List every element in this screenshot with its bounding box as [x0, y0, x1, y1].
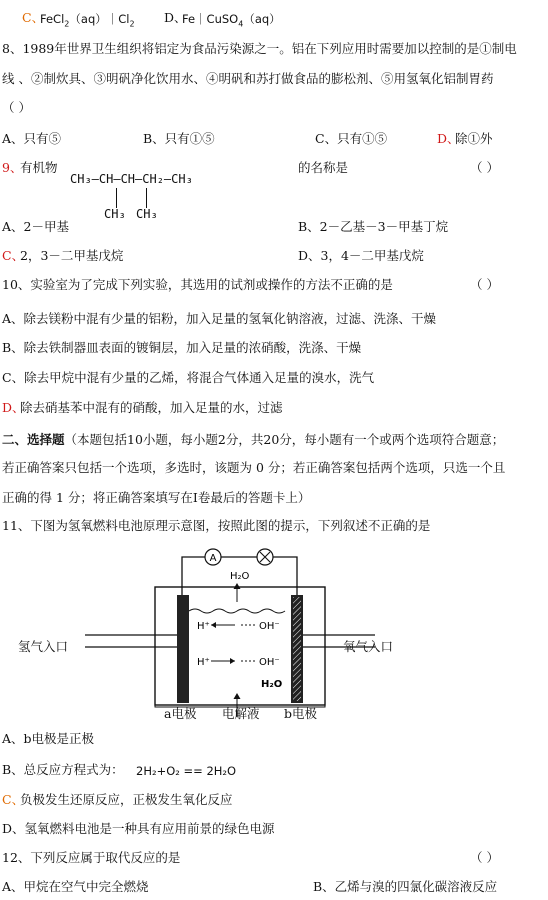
q9-number: 9、 — [2, 160, 23, 175]
q9-main-chain: CH₃—CH—CH—CH₂—CH₃ — [70, 172, 193, 186]
q11-option-a: A、b电极是正极 — [2, 731, 95, 746]
electrode-a — [177, 595, 189, 703]
q9-branch-1: CH₃ — [104, 207, 126, 221]
h-plus-1: H⁺ — [197, 621, 210, 632]
ammeter-label: A — [209, 553, 217, 564]
q9-option-d: D、3，4－二甲基戊烷 — [298, 248, 424, 263]
q8-option-d-label: D、 — [437, 131, 460, 146]
section2-heading: 二、选择题 — [2, 432, 65, 447]
water-right-label: H₂O — [261, 679, 283, 690]
q12-stem: 12、下列反应属于取代反应的是 — [2, 850, 181, 865]
section2-line1: 二、选择题（本题包括10小题，每小题2分，共20分，每小题有一个或两个选项符合题意； — [2, 432, 505, 447]
q10-option-c: C、除去甲烷中混有少量的乙烯，将混合气体通入足量的溴水，洗气 — [2, 370, 375, 385]
q10-option-d-text: 除去硝基苯中混有的硝酸，加入足量的水，过滤 — [20, 400, 283, 415]
h-plus-2: H⁺ — [197, 657, 210, 668]
wire-right — [273, 557, 297, 595]
wire-left — [182, 557, 205, 595]
q9-option-a: A、2－甲基 — [2, 219, 69, 234]
q10-option-a: A、除去镁粉中混有少量的铝粉，加入足量的氢氧化钠溶液，过滤、洗涤、干燥 — [2, 311, 437, 326]
q12-option-b: B、乙烯与溴的四氯化碳溶液反应 — [313, 879, 498, 894]
water-top-arrowhead — [234, 583, 241, 589]
ion-arrowhead-1 — [211, 622, 216, 628]
q10-option-b: B、除去铁制器皿表面的镀铜层，加入足量的浓硝酸，洗涤、干燥 — [2, 340, 362, 355]
q9-answer-paren: （ ） — [470, 160, 499, 175]
oh-minus-1: OH⁻ — [259, 621, 280, 632]
q8-stem-line1: 8、1989年世界卫生组织将铝定为食品污染源之一。铝在下列应用时需要加以控制的是①制电 — [2, 41, 517, 56]
q9-branch-2: CH₃ — [136, 207, 158, 221]
q12-answer-paren: （ ） — [470, 850, 499, 865]
q7-option-d-label: D、 — [164, 10, 187, 25]
q10-option-d-label: D、 — [2, 400, 25, 415]
oh-minus-2: OH⁻ — [259, 657, 280, 668]
electrolyte-surface — [189, 609, 285, 613]
q9-option-b: B、2－乙基－3－甲基丁烷 — [298, 219, 449, 234]
electrode-a-label: a电极 — [164, 706, 197, 721]
q8-option-a: A、只有⑤ — [2, 131, 62, 146]
oxygen-inlet-label: 氧气入口 — [343, 639, 394, 654]
q11-option-b-formula: 2H₂+O₂ == 2H₂O — [136, 764, 237, 778]
q11-option-b-text: B、总反应方程式为： — [2, 762, 124, 777]
hydrogen-inlet-label: 氢气入口 — [18, 639, 69, 654]
q12-option-a: A、甲烷在空气中完全燃烧 — [2, 879, 149, 894]
electrolyte-pointer-head — [234, 693, 241, 699]
q9-tail: 的名称是 — [298, 160, 349, 175]
q8-option-c: C、只有①⑤ — [315, 131, 388, 146]
electrolyte-label: 电解液 — [222, 706, 260, 721]
q9-bond-1 — [116, 188, 117, 208]
q9-bond-2 — [146, 188, 147, 208]
fuel-cell-diagram — [85, 545, 375, 725]
q11-option-d: D、氢氧燃料电池是一种具有应用前景的绿色电源 — [2, 821, 275, 836]
q9-lead: 有机物 — [20, 160, 58, 175]
q8-option-b: B、只有①⑤ — [143, 131, 215, 146]
q7-option-d-text: Fe｜CuSO$_4$（aq） — [182, 12, 281, 29]
q9-option-c-text: 2，3－二甲基戊烷 — [20, 248, 124, 263]
section2-line3: 正确的得 1 分；将正确答案填写在Ⅰ卷最后的答题卡上） — [2, 490, 311, 505]
section2-line2: 若正确答案只包括一个选项，多选时，该题为 0 分；若正确答案包括两个选项，只选一个且 — [2, 460, 506, 475]
q10-stem: 10、实验室为了完成下列实验，其选用的试剂或操作的方法不正确的是 — [2, 277, 393, 292]
ion-arrowhead-2 — [230, 658, 235, 664]
hydrogen-pipe — [85, 635, 177, 647]
q8-answer-paren: （ ） — [2, 100, 31, 115]
electrode-b-label: b电极 — [284, 706, 318, 721]
q8-stem-line2: 线 、②制炊具、③明矾净化饮用水、④明矾和苏打做食品的膨松剂、⑤用氢氧化铝制胃药 — [2, 71, 494, 86]
q11-option-c-label: C、 — [2, 792, 25, 807]
q11-stem: 11、下图为氢氧燃料电池原理示意图，按照此图的提示，下列叙述不正确的是 — [2, 518, 431, 533]
q10-answer-paren: （ ） — [470, 277, 499, 292]
q9-option-c-label: C、 — [2, 248, 25, 263]
electrode-b-hatch — [293, 597, 301, 701]
q7-option-c-text: $FeCl_2(aq)|Cl_2$ — [40, 12, 135, 29]
q11-option-c-text: 负极发生还原反应，正极发生氧化反应 — [20, 792, 233, 807]
water-top-label: H₂O — [230, 571, 250, 582]
q8-option-d-text: 除①外 — [455, 131, 493, 146]
q7-option-c-label: C、 — [22, 10, 45, 25]
